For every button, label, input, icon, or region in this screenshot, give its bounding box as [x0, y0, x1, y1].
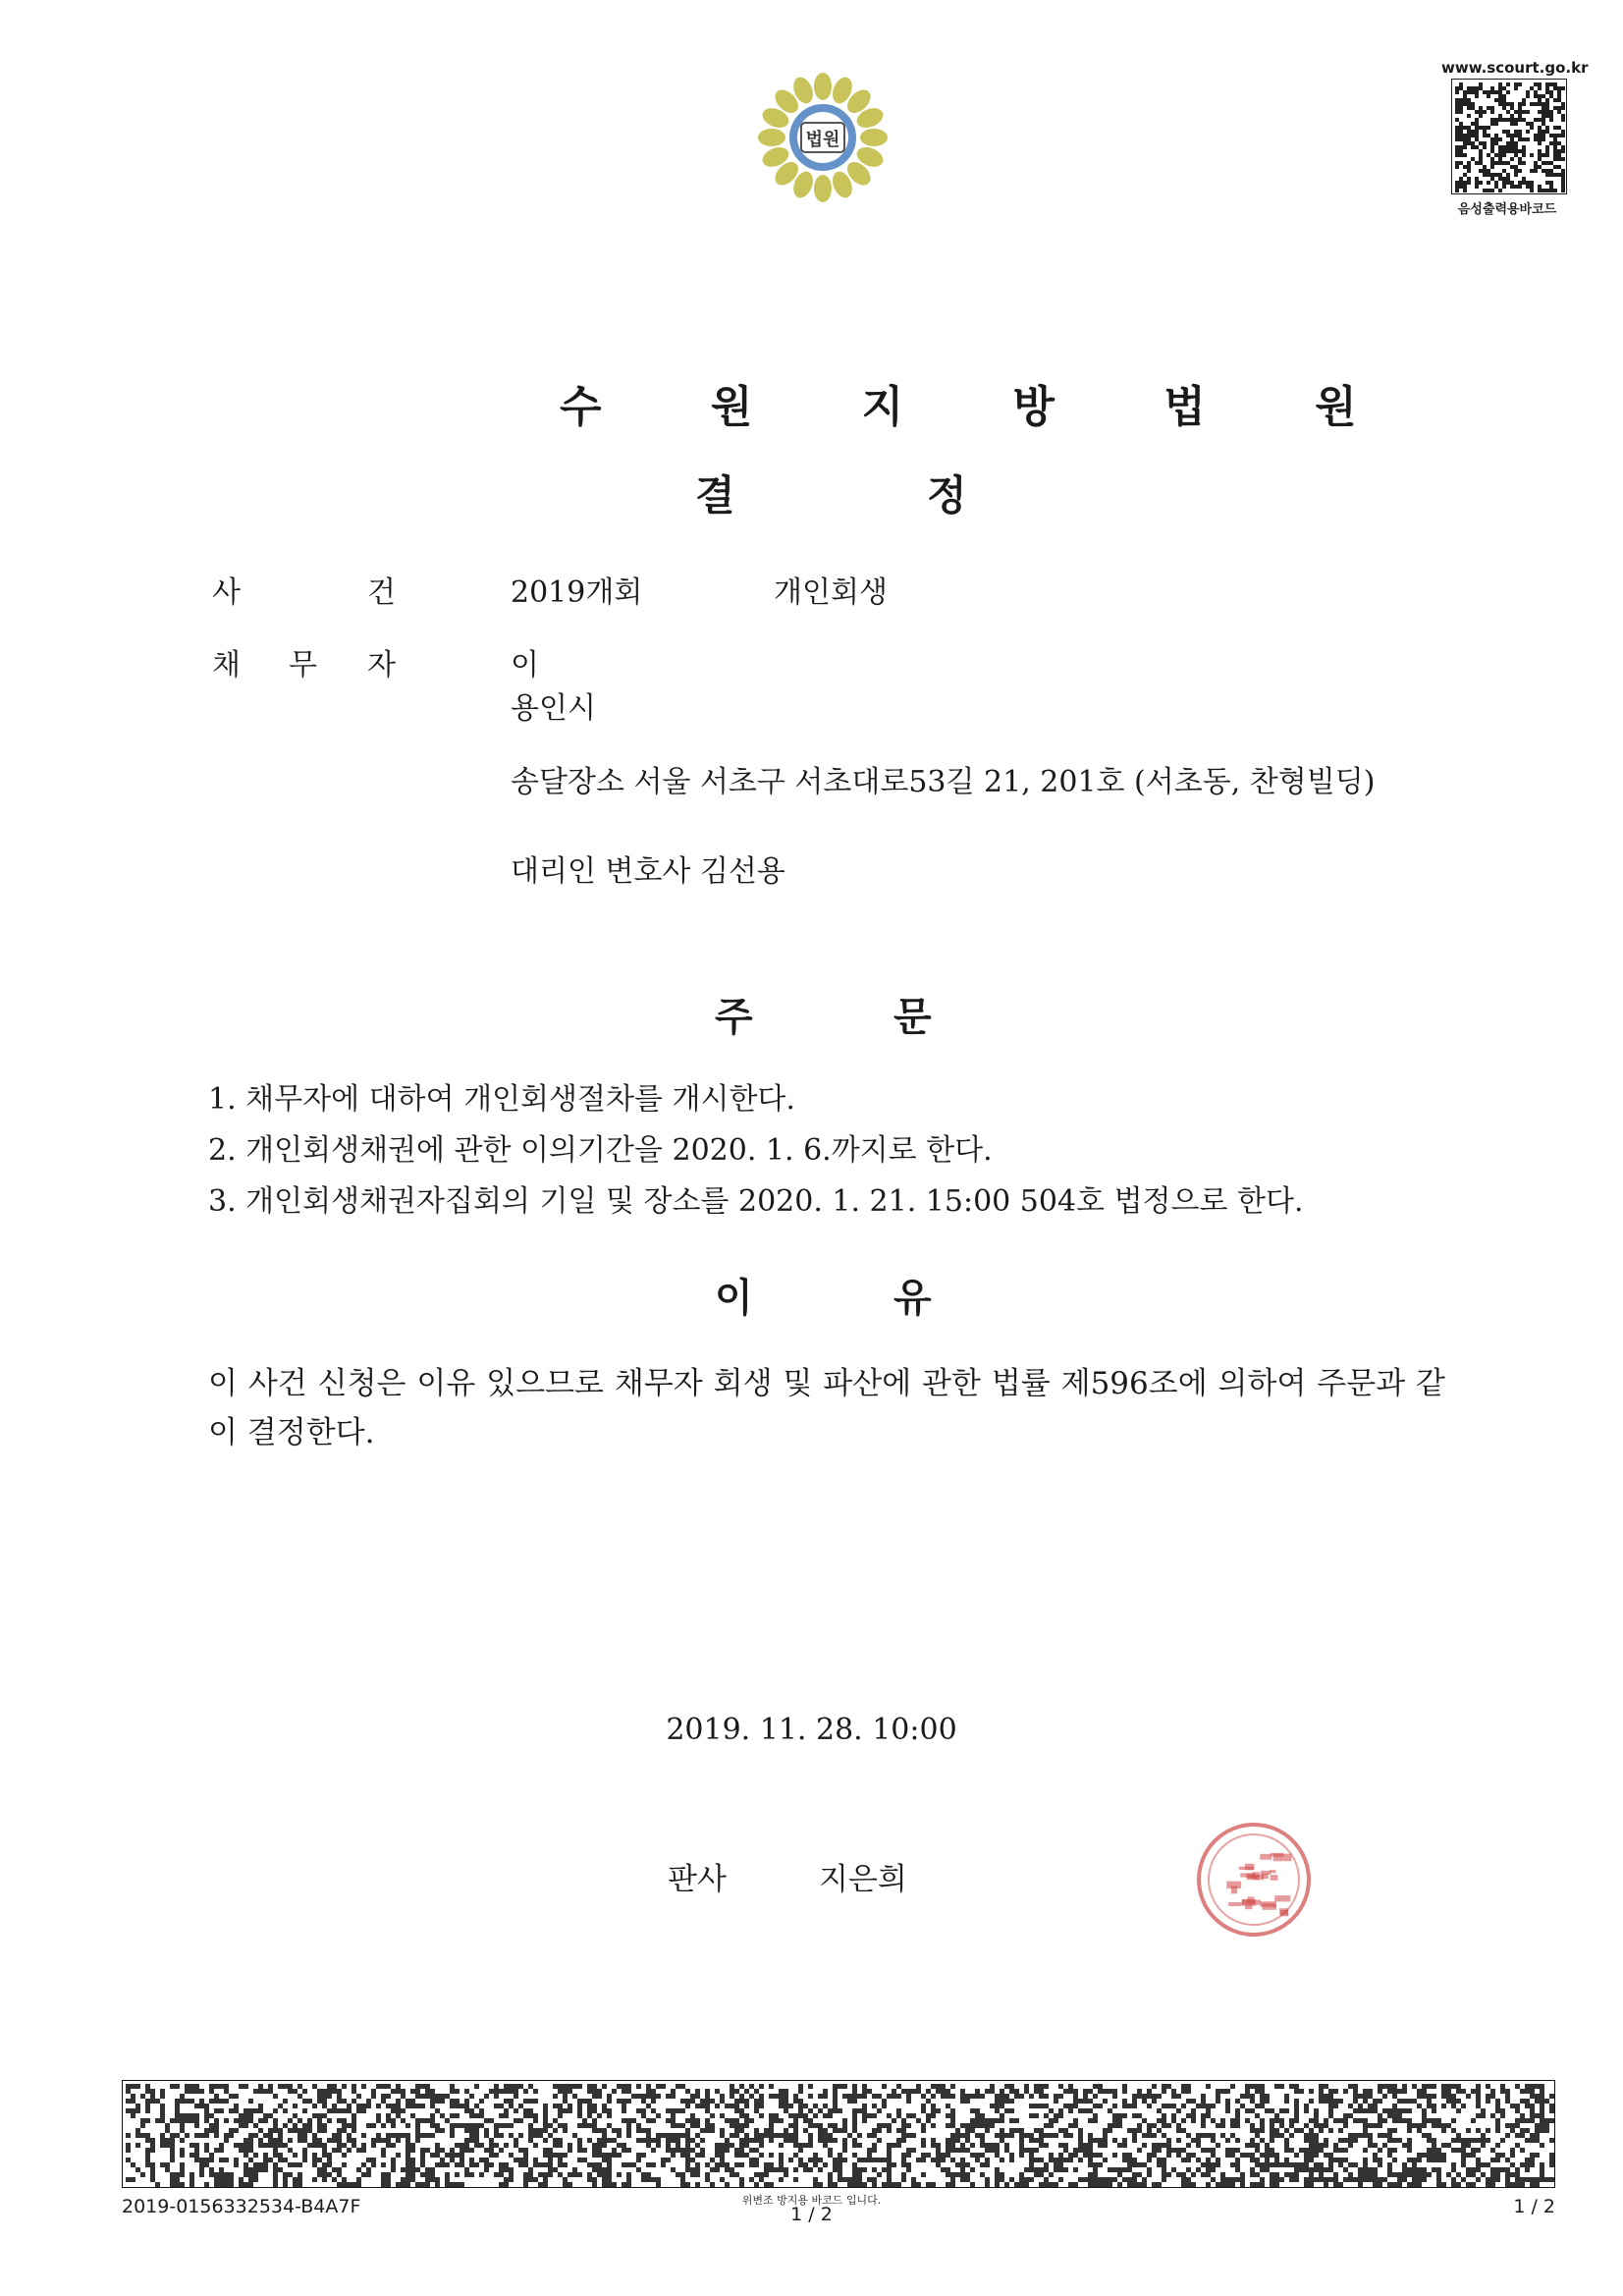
- emblem-text: 법원: [805, 130, 840, 150]
- qr-label: 음성출력용바코드: [1457, 202, 1557, 217]
- reason-heading-right: 유: [893, 1276, 932, 1321]
- page-number-right: 1 / 2: [1513, 2196, 1555, 2217]
- doc-title-right: 정: [927, 471, 967, 519]
- debtor-label-2: 무: [289, 648, 317, 683]
- judge-name: 지은희: [819, 1862, 907, 1897]
- debtor-label-3: 자: [367, 648, 396, 683]
- order-item-2: 2. 개인회생채권에 관한 이의기간을 2020. 1. 6.까지로 한다.: [208, 1133, 993, 1168]
- judge-seal-stamp: [1194, 1817, 1314, 1942]
- case-type: 개인회생: [774, 575, 888, 610]
- order-heading-left: 주: [715, 995, 753, 1040]
- security-barcode: [122, 2080, 1555, 2188]
- decision-datetime: 2019. 11. 28. 10:00: [666, 1713, 957, 1747]
- case-label-2: 건: [367, 575, 396, 610]
- document-code: 2019-0156332534-B4A7F: [122, 2196, 361, 2217]
- debtor-label-1: 채: [212, 648, 241, 683]
- debtor-address: 용인시: [511, 691, 596, 726]
- judge-title: 판사: [668, 1862, 727, 1897]
- order-item-3: 3. 개인회생채권자집회의 기일 및 장소를 2020. 1. 21. 15:00 504호 법정으로 한다.: [208, 1184, 1304, 1219]
- qr-code: [1451, 79, 1567, 194]
- court-emblem: [754, 69, 892, 226]
- page-number-center: 1 / 2: [790, 2204, 833, 2225]
- qr-site-url: www.scourt.go.kr: [1441, 59, 1589, 77]
- reason-text: 이 사건 신청은 이유 있으므로 채무자 회생 및 파산에 관한 법률 제596조에 의하여 주문과 같이 결정한다.: [208, 1366, 1445, 1450]
- debtor-name: 이: [511, 648, 539, 683]
- debtor-agent: 대리인 변호사 김선용: [511, 854, 785, 889]
- order-item-1: 1. 채무자에 대하여 개인회생절차를 개시한다.: [208, 1082, 795, 1117]
- debtor-service-address: 송달장소 서울 서초구 서초대로53길 21, 201호 (서초동, 찬형빌딩): [511, 765, 1376, 799]
- order-heading-right: 문: [893, 995, 932, 1040]
- barcode-notice: 위변조 방지용 바코드 입니다.: [741, 2194, 882, 2207]
- case-number: 2019개회: [511, 575, 643, 610]
- reason-heading-left: 이: [715, 1276, 753, 1321]
- case-label-1: 사: [212, 575, 241, 610]
- court-name: 수 원 지 방 법 원: [560, 382, 1404, 432]
- doc-title-left: 결: [695, 471, 735, 519]
